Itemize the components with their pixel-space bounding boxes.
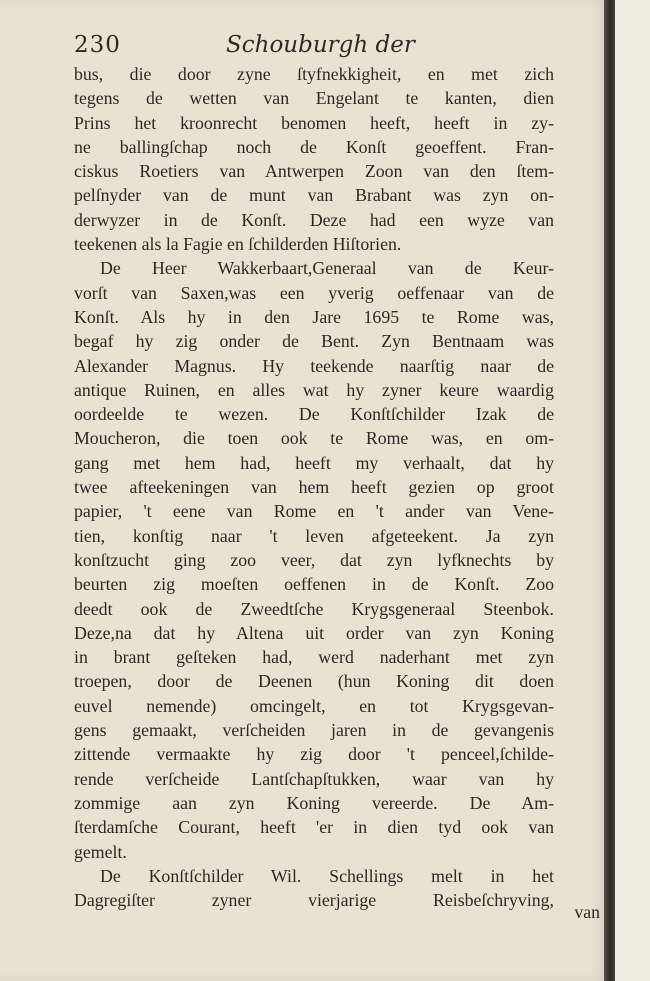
text-line: Prins het kroonrecht benomen heeft, heeft in zy- <box>74 112 554 133</box>
text-line: deedt ook de Zweedtſche Krygsgeneraal Steenbok. <box>74 598 554 619</box>
text-line: twee afteekeningen van hem heeft gezien op groot <box>74 477 554 498</box>
text-line: teekenen als la Fagie en ſchilderden Hiſtorien. <box>74 234 402 255</box>
text-line: gang met hem had, heeft my verhaalt, dat hy <box>74 452 554 473</box>
text-line: Deze,na dat hy Altena uit order van zyn Koning <box>74 622 554 643</box>
text-line: bus, die door zyne ſtyfnekkigheit, en met zich <box>74 64 554 84</box>
text-line: ſterdamſche Courant, heeft 'er in dien tyd ook van <box>74 817 554 838</box>
text-line: tegens de wetten van Engelant te kanten, dien <box>74 88 554 109</box>
text-line: vorſt van Saxen,was een yverig oeffenaar van de <box>74 282 554 303</box>
text-line: Konſt. Als hy in den Jare 1695 te Rome was, <box>74 306 554 327</box>
text-line: troepen, door de Deenen (hun Koning dit doen <box>74 671 554 692</box>
page-number: 230 <box>74 32 121 58</box>
running-title: Schouburgh der <box>226 32 415 58</box>
text-line: beurten zig moeſten oeffenen in de Konſt. Zoo <box>74 574 554 595</box>
text-line: gemelt. <box>74 841 127 862</box>
book-gutter <box>604 0 615 981</box>
text-line: ciskus Roetiers van Antwerpen Zoon van den ſtem- <box>74 161 554 182</box>
text-line: rende verſcheide Lantſchapſtukken, waar van hy <box>74 768 554 789</box>
text-line: antique Ruinen, en alles wat hy zyner keure waardig <box>74 379 554 400</box>
text-line: Alexander Magnus. Hy teekende naarſtig naar de <box>74 355 554 376</box>
text-line: Moucheron, die toen ook te Rome was, en om- <box>74 428 554 449</box>
text-line: ne ballingſchap noch de Konſt geoeffent. Fran- <box>74 136 554 157</box>
text-line: in brant geſteken had, werd naderhant met zyn <box>74 647 554 668</box>
text-line: pelſnyder van de munt van Brabant was zyn on- <box>74 185 554 206</box>
text-line: euvel nemende) omcingelt, en tot Krygsgevan- <box>74 695 554 716</box>
text-line: oordeelde te wezen. De Konſtſchilder Izak de <box>74 404 554 425</box>
text-line: zommige aan zyn Koning vereerde. De Am- <box>74 792 554 813</box>
text-line: begaf hy zig onder de Bent. Zyn Bentnaam was <box>74 331 554 352</box>
text-line: zittende vermaakte hy zig door 't penceel,ſchilde- <box>74 744 554 765</box>
page-header <box>74 28 554 62</box>
text-line: De Heer Wakkerbaart,Generaal van de Keur- <box>100 258 554 279</box>
text-line: papier, 't eene van Rome en 't ander van Vene- <box>74 501 554 522</box>
text-line: De Konſtſchilder Wil. Schellings melt in het <box>100 865 554 886</box>
text-line: Dagregiſter zyner vierjarige Reisbeſchryving, <box>74 890 554 911</box>
text-line: derwyzer in de Konſt. Deze had een wyze van <box>74 209 554 230</box>
facing-page-edge <box>615 0 650 981</box>
text-line: gens gemaakt, verſcheiden jaren in de gevangenis <box>74 720 554 741</box>
body-text <box>74 62 554 912</box>
text-line: konſtzucht ging zoo veer, dat zyn lyfknechts by <box>74 549 554 570</box>
text-line: tien, konſtig naar 't leven afgeteekent. Ja zyn <box>74 525 554 546</box>
catchword: van <box>574 902 600 922</box>
